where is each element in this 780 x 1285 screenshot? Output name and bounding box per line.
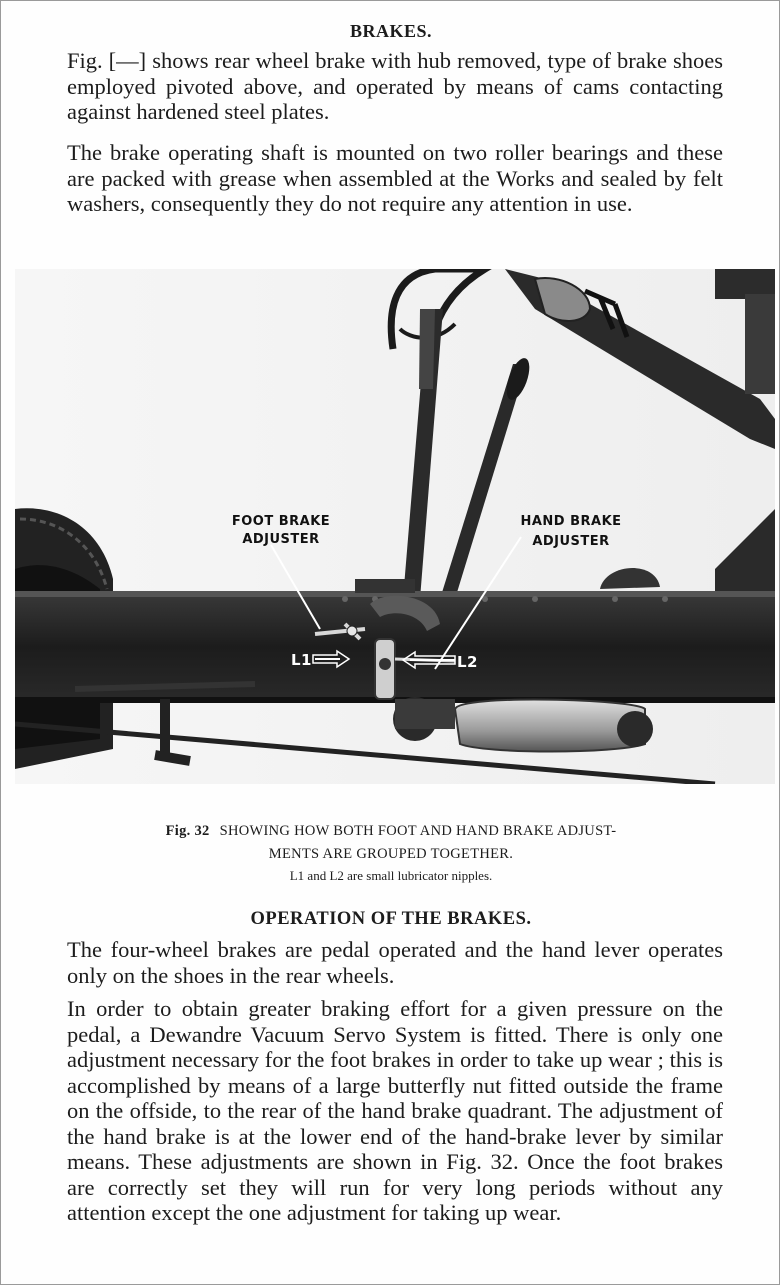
brakes-paragraph-2: The brake operating shaft is mounted on two roller bearings and these are packed with grease when assembled at the Works and sealed by felt washers, consequently they do not require any attention in use. [67, 140, 723, 216]
operation-paragraph-1: The four-wheel brakes are pedal operated and the hand lever operates only on the shoes in the rear wheels. [67, 937, 723, 988]
foot-brake-label-line1: FOOT BRAKE [231, 514, 331, 529]
caption-note: L1 and L2 are small lubricator nipples. [289, 868, 493, 883]
section-heading-operation: OPERATION OF THE BRAKES. [250, 909, 532, 929]
l1-label: L1 [291, 651, 312, 669]
foot-brake-label-line2: ADJUSTER [242, 532, 320, 547]
caption-line-2: MENTS ARE GROUPED TOGETHER. [268, 846, 514, 862]
l2-label: L2 [457, 653, 478, 671]
figure-number: Fig. 32 [165, 823, 210, 839]
hand-brake-label-line2: ADJUSTER [532, 534, 610, 549]
figure-caption [1, 823, 780, 840]
section-heading-brakes: BRAKES. [349, 21, 433, 41]
operation-paragraph-2: In order to obtain greater braking effort for a given pressure on the pedal, a Dewandre Vacuum Servo System is fitted. There is only one adjustment necessary for the foot brakes in order to take up wear ; this is accomplished by means of a large butterfly nut fitted outside the frame on the offside, to the rear of the hand brake quadrant. The adjustment of the hand brake is at the lower end of the hand-brake lever by similar means. These adjustments are shown in Fig. 32. Once the foot brakes are correctly set they will run for very long periods without any attention except the one adjustment for taking up wear. [67, 996, 723, 1225]
brakes-paragraph-1: Fig. [—] shows rear wheel brake with hub removed, type of brake shoes employed pivoted above, and operated by means of cams contacting against hardened steel plates. [67, 48, 723, 124]
chassis-photograph [15, 269, 775, 784]
hand-brake-label-line1: HAND BRAKE [520, 514, 622, 529]
caption-line-1: SHOWING HOW BOTH FOOT AND HAND BRAKE ADJUST- [219, 823, 617, 839]
